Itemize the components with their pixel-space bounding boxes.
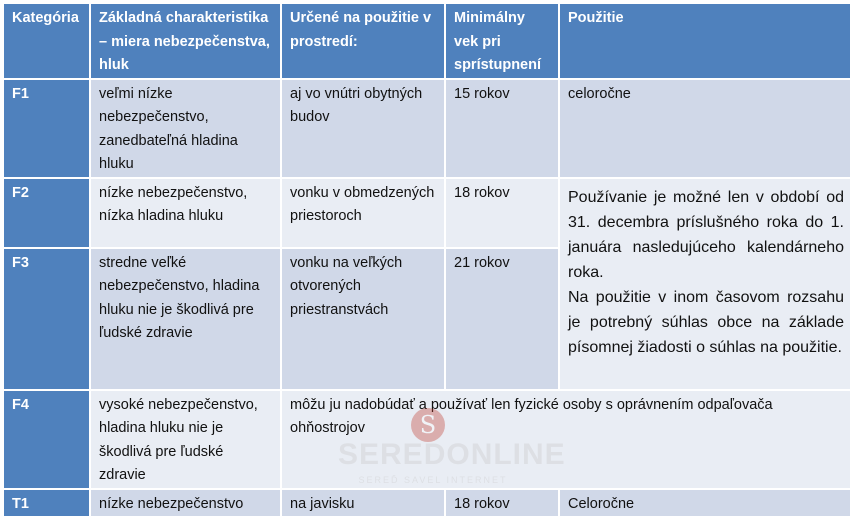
environment-cell: vonku v obmedzených priestoroch xyxy=(281,178,445,248)
characteristic-cell: stredne veľké nebezpečenstvo, hladina hluku nie je škodlivá pre ľudské zdravie xyxy=(90,248,281,390)
table-header-row xyxy=(3,3,851,79)
table-row xyxy=(3,390,851,489)
header-characteristic: Základná charakteristika – miera nebezpečenstva, hluk xyxy=(90,3,281,79)
usage-period-text: Používanie je možné len v období od 31. decembra príslušného roka do 1. januára nasledujúceho kalendárneho roka. xyxy=(568,188,844,281)
environment-cell: na javisku xyxy=(281,489,445,518)
fireworks-category-table xyxy=(2,2,851,518)
watermark-logo-text: SEREDONLINE xyxy=(338,438,566,471)
min-age-cell: 21 rokov xyxy=(445,248,559,390)
characteristic-cell: nízke nebezpečenstvo xyxy=(90,489,281,518)
category-cell: F1 xyxy=(3,79,90,178)
category-cell: F4 xyxy=(3,390,90,489)
usage-cell: celoročne xyxy=(559,79,851,178)
characteristic-cell: veľmi nízke nebezpečenstvo, zanedbateľná hladina hluku xyxy=(90,79,281,178)
restriction-cell: môžu ju nadobúdať a používať len fyzické osoby s oprávnením odpaľovača ohňostrojov xyxy=(281,390,851,489)
table-row xyxy=(3,178,851,248)
table-row xyxy=(3,79,851,178)
watermark-tagline: SEREĎ SAVEL INTERNET xyxy=(358,475,508,485)
min-age-cell: 15 rokov xyxy=(445,79,559,178)
header-category: Kategória xyxy=(3,3,90,79)
environment-cell: vonku na veľkých otvorených priestranstvách xyxy=(281,248,445,390)
min-age-cell: 18 rokov xyxy=(445,489,559,518)
usage-consent-text: Na použitie v inom časovom rozsahu je potrebný súhlas obce na základe písomnej žiadosti o súhlas na použitie. xyxy=(568,288,844,356)
min-age-cell: 18 rokov xyxy=(445,178,559,248)
header-usage: Použitie xyxy=(559,3,851,79)
header-environment: Určené na použitie v prostredí: xyxy=(281,3,445,79)
watermark-logo-icon: S xyxy=(411,408,445,442)
header-min-age: Minimálny vek pri sprístupnení xyxy=(445,3,559,79)
shared-usage-cell xyxy=(559,178,851,390)
characteristic-cell: vysoké nebezpečenstvo, hladina hluku nie je škodlivá pre ľudské zdravie xyxy=(90,390,281,489)
category-cell: F2 xyxy=(3,178,90,248)
category-cell: F3 xyxy=(3,248,90,390)
characteristic-cell: nízke nebezpečenstvo, nízka hladina hluku xyxy=(90,178,281,248)
environment-cell: aj vo vnútri obytných budov xyxy=(281,79,445,178)
table-row xyxy=(3,489,851,518)
usage-cell: Celoročne xyxy=(559,489,851,518)
category-cell: T1 xyxy=(3,489,90,518)
